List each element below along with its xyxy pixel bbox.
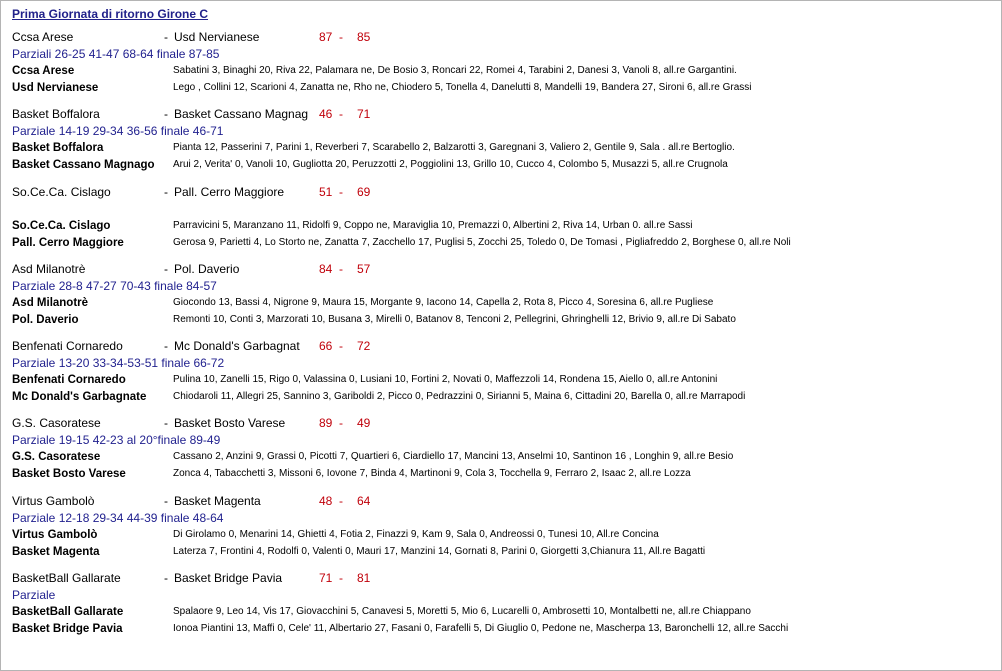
- roster-team-name: Basket Cassano Magnago: [12, 159, 155, 171]
- away-team: Pol. Daverio: [174, 262, 240, 276]
- home-team: Benfenati Cornaredo: [12, 339, 123, 353]
- roster-players: Chiodaroli 11, Allegri 25, Sannino 3, Gariboldi 2, Picco 0, Pedrazzini 0, Sirianni 5, Maina 6, Cittadini 20, Barella 0, all.re Marrapodi: [173, 391, 746, 402]
- home-team: Asd Milanotrè: [12, 262, 86, 276]
- roster-team-name: G.S. Casoratese: [12, 451, 101, 463]
- roster-team-name: Asd Milanotrè: [12, 297, 89, 309]
- home-team: Ccsa Arese: [12, 30, 74, 44]
- roster-players: Di Girolamo 0, Menarini 14, Ghietti 4, Fotia 2, Finazzi 9, Kam 9, Sala 0, Andreossi 0, Tunesi 10, All.re Concina: [173, 529, 659, 540]
- roster-players: Gerosa 9, Parietti 4, Lo Storto ne, Zanatta 7, Zacchello 17, Puglisi 5, Zocchi 25, Toledo 0, De Tomasi , Pigliafreddo 2, Borghese 0, all.re Noli: [173, 237, 791, 248]
- score-separator: -: [339, 107, 343, 121]
- away-team: Basket Bridge Pavia: [174, 571, 283, 585]
- score-home: 89: [319, 416, 333, 430]
- away-team: Basket Cassano Magnag: [174, 107, 309, 121]
- score-home: 46: [319, 107, 333, 121]
- away-team: Basket Bosto Varese: [174, 416, 286, 430]
- roster-players: Pianta 12, Passerini 7, Parini 1, Reverberi 7, Scarabello 2, Balzarotti 3, Garegnani 3, Valiero 2, Gentile 9, Sala . all.re Bertoglio.: [173, 142, 735, 153]
- partial-scores: Parziali 26-25 41-47 68-64 finale 87-85: [12, 47, 220, 61]
- roster-team-name: Pall. Cerro Maggiore: [12, 237, 124, 249]
- roster-team-name: Usd Nervianese: [12, 82, 99, 94]
- roster-team-name: Virtus Gambolò: [12, 529, 98, 541]
- score-home: 71: [319, 571, 333, 585]
- roster-team-name: Benfenati Cornaredo: [12, 374, 126, 386]
- roster-team-name: Mc Donald's Garbagnate: [12, 391, 147, 403]
- score-separator: -: [339, 571, 343, 585]
- score-separator: -: [339, 416, 343, 430]
- roster-players: Giocondo 13, Bassi 4, Nigrone 9, Maura 15, Morgante 9, Iacono 14, Capella 2, Rota 8, Picco 4, Soresina 6, all.re Pugliese: [173, 297, 714, 308]
- score-home: 84: [319, 262, 333, 276]
- roster-team-name: Pol. Daverio: [12, 314, 79, 326]
- home-team: Basket Boffalora: [12, 107, 100, 121]
- score-away: 72: [357, 339, 371, 353]
- vs-dash: -: [164, 416, 168, 430]
- score-away: 57: [357, 262, 371, 276]
- game-block: [1, 29, 1001, 109]
- score-home: 66: [319, 339, 333, 353]
- roster-team-name: BasketBall Gallarate: [12, 606, 124, 618]
- game-block: [1, 184, 1001, 264]
- score-away: 71: [357, 107, 371, 121]
- vs-dash: -: [164, 339, 168, 353]
- vs-dash: -: [164, 494, 168, 508]
- score-home: 51: [319, 185, 333, 199]
- partial-scores: Parziale 13-20 33-34-53-51 finale 66-72: [12, 356, 225, 370]
- away-team: Usd Nervianese: [174, 30, 260, 44]
- score-away: 85: [357, 30, 371, 44]
- roster-players: Sabatini 3, Binaghi 20, Riva 22, Palamara ne, De Bosio 3, Roncari 22, Romei 4, Tarabini 2, Danesi 3, Vanoli 8, all.re Gargantini.: [173, 65, 737, 76]
- home-team: Virtus Gambolò: [12, 494, 95, 508]
- roster-team-name: Ccsa Arese: [12, 65, 75, 77]
- score-away: 64: [357, 494, 371, 508]
- partial-scores: Parziale: [12, 588, 56, 602]
- away-team: Basket Magenta: [174, 494, 261, 508]
- roster-players: Zonca 4, Tabacchetti 3, Missoni 6, Iovone 7, Binda 4, Martinoni 9, Cola 3, Tocchella 9, Ferraro 2, Isaac 2, all.re Lozza: [173, 468, 691, 479]
- home-team: BasketBall Gallarate: [12, 571, 121, 585]
- score-home: 48: [319, 494, 333, 508]
- roster-players: Pulina 10, Zanelli 15, Rigo 0, Valassina 0, Lusiani 10, Fortini 2, Novati 0, Maffezzoli 14, Rondena 15, Aiello 0, all.re Antonini: [173, 374, 718, 385]
- game-block: [1, 261, 1001, 341]
- score-away: 69: [357, 185, 371, 199]
- page-title: Prima Giornata di ritorno Girone C: [12, 7, 209, 21]
- score-home: 87: [319, 30, 333, 44]
- game-block: [1, 415, 1001, 495]
- vs-dash: -: [164, 185, 168, 199]
- vs-dash: -: [164, 30, 168, 44]
- roster-team-name: Basket Bosto Varese: [12, 468, 126, 480]
- roster-team-name: So.Ce.Ca. Cislago: [12, 220, 111, 232]
- game-block: [1, 570, 1001, 650]
- away-team: Mc Donald's Garbagnat: [174, 339, 300, 353]
- game-block: [1, 493, 1001, 573]
- roster-players: Parravicini 5, Maranzano 11, Ridolfi 9, Coppo ne, Maraviglia 10, Premazzi 0, Albertini 2, Riva 14, Urban 0. all.re Sassi: [173, 220, 693, 231]
- partial-scores: Parziale 28-8 47-27 70-43 finale 84-57: [12, 279, 217, 293]
- score-separator: -: [339, 30, 343, 44]
- roster-players: Laterza 7, Frontini 4, Rodolfi 0, Valenti 0, Mauri 17, Manzini 14, Gornati 8, Parini 0, Giorgetti 3,Chianura 11, All.re Bagatti: [173, 546, 706, 557]
- roster-players: Spalaore 9, Leo 14, Vis 17, Giovacchini 5, Canavesi 5, Moretti 5, Mio 6, Lucarelli 0, Ambrosetti 10, Montalbetti ne, all.re Chiappano: [173, 606, 751, 617]
- home-team: So.Ce.Ca. Cislago: [12, 185, 111, 199]
- roster-team-name: Basket Boffalora: [12, 142, 104, 154]
- score-away: 81: [357, 571, 371, 585]
- score-away: 49: [357, 416, 371, 430]
- score-separator: -: [339, 339, 343, 353]
- partial-scores: Parziale 14-19 29-34 36-56 finale 46-71: [12, 124, 224, 138]
- partial-scores: Parziale 12-18 29-34 44-39 finale 48-64: [12, 511, 224, 525]
- vs-dash: -: [164, 262, 168, 276]
- vs-dash: -: [164, 107, 168, 121]
- score-separator: -: [339, 494, 343, 508]
- game-block: [1, 338, 1001, 418]
- roster-team-name: Basket Magenta: [12, 546, 100, 558]
- score-separator: -: [339, 262, 343, 276]
- roster-players: Ionoa Piantini 13, Maffi 0, Cele' 11, Albertario 27, Fasani 0, Farafelli 5, Di Giuglio 0, Pedone ne, Mascherpa 13, Baronchelli 12, all.re Sacchi: [173, 623, 789, 634]
- vs-dash: -: [164, 571, 168, 585]
- home-team: G.S. Casoratese: [12, 416, 101, 430]
- partial-scores: Parziale 19-15 42-23 al 20°finale 89-49: [12, 433, 221, 447]
- away-team: Pall. Cerro Maggiore: [174, 185, 285, 199]
- score-separator: -: [339, 185, 343, 199]
- roster-players: Arui 2, Verita' 0, Vanoli 10, Gugliotta 20, Peruzzotti 2, Poggiolini 13, Grillo 10, Cucco 4, Colombo 5, Musazzi 5, all.re Crugnola: [173, 159, 728, 170]
- roster-players: Remonti 10, Conti 3, Marzorati 10, Busana 3, Mirelli 0, Batanov 8, Tenconi 2, Pellegrini, Ghringhelli 12, Brivio 9, all.re Di Sabato: [173, 314, 736, 325]
- game-block: [1, 106, 1001, 186]
- roster-players: Cassano 2, Anzini 9, Grassi 0, Picotti 7, Quartieri 6, Ciardiello 17, Mancini 13, Anselmi 10, Santinon 16 , Longhin 9, all.re Besio: [173, 451, 734, 462]
- roster-players: Lego , Collini 12, Scarioni 4, Zanatta ne, Rho ne, Chiodero 5, Tonella 4, Danelutti 8, Mandelli 19, Bandera 27, Sironi 6, all.re Grassi: [173, 82, 752, 93]
- roster-team-name: Basket Bridge Pavia: [12, 623, 123, 635]
